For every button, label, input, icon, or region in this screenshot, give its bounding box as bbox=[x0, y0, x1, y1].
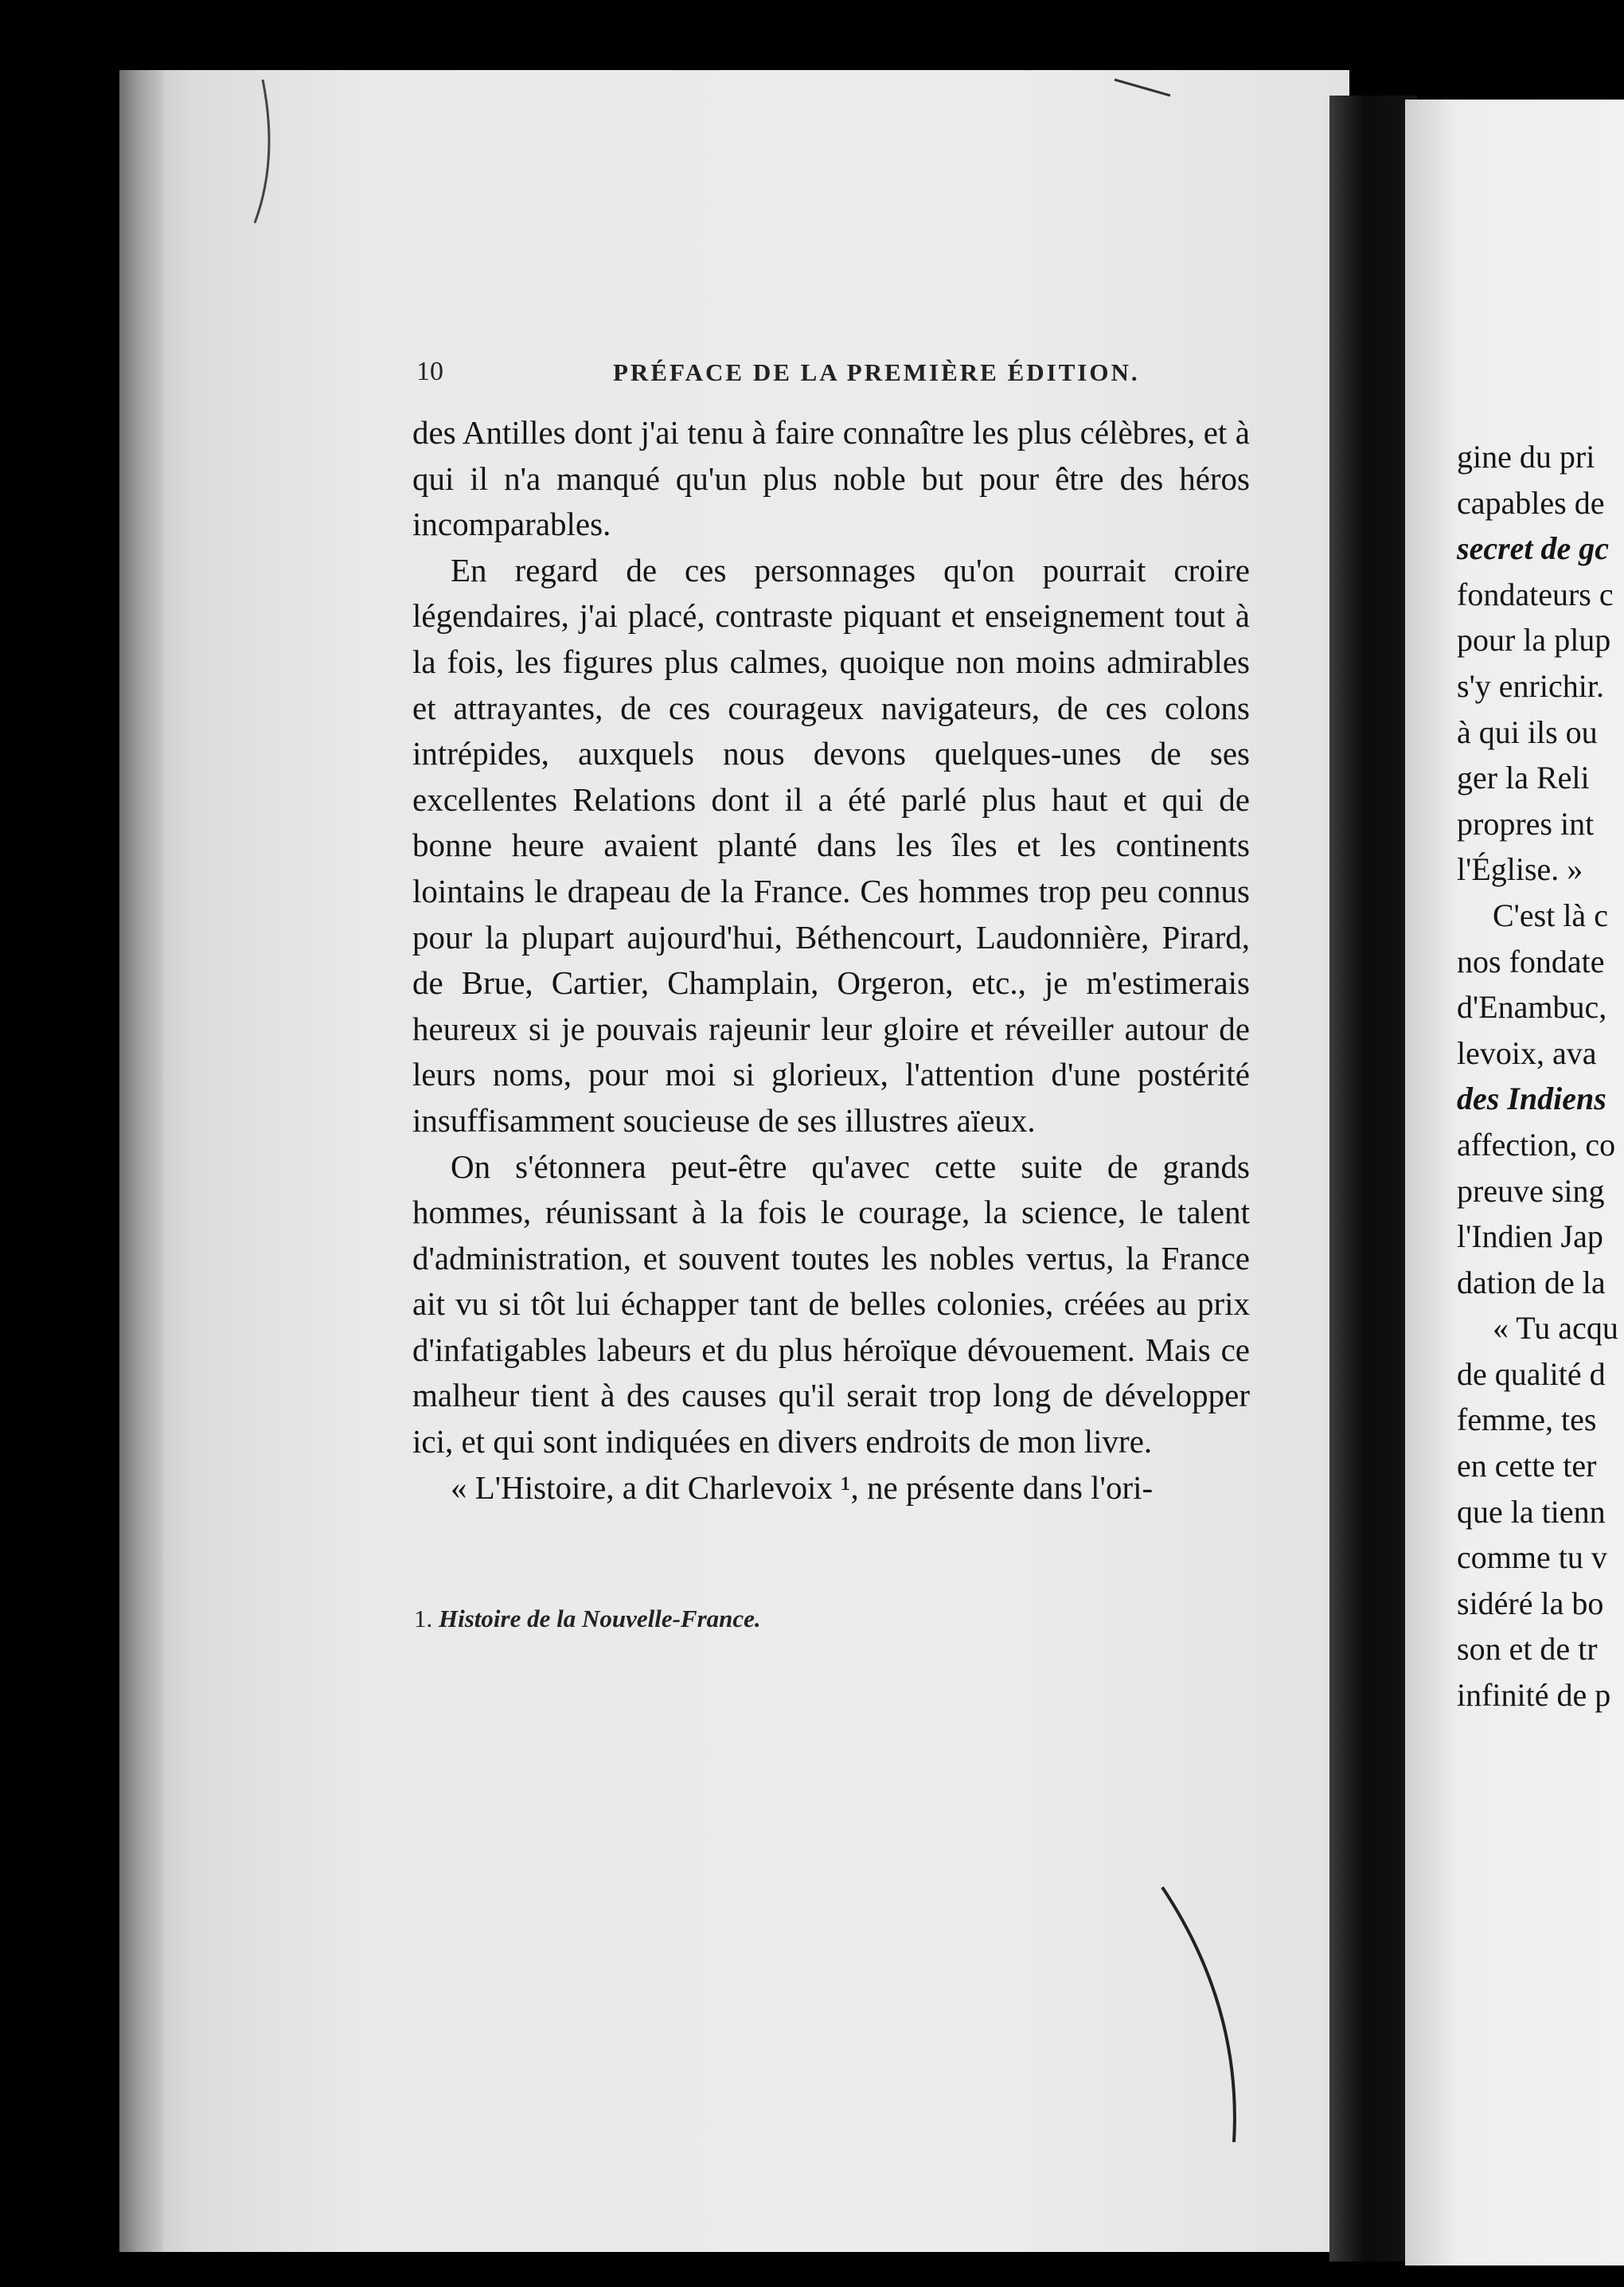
right-line: que la tienn bbox=[1457, 1493, 1606, 1530]
book-gutter bbox=[1329, 96, 1417, 2262]
running-title: PRÉFACE DE LA PREMIÈRE ÉDITION. bbox=[613, 358, 1140, 386]
right-line: levoix, ava bbox=[1457, 1034, 1597, 1071]
right-line: preuve sing bbox=[1457, 1172, 1605, 1209]
right-line: d'Enambuc, bbox=[1457, 989, 1607, 1026]
right-line: propres int bbox=[1457, 805, 1595, 842]
right-line: fondateurs c bbox=[1457, 576, 1614, 612]
right-line: l'Église. » bbox=[1457, 851, 1583, 888]
right-line: nos fondate bbox=[1457, 943, 1605, 979]
right-line: s'y enrichir. bbox=[1457, 667, 1604, 704]
footnote-marker: 1. bbox=[414, 1605, 433, 1632]
right-line: gine du pri bbox=[1457, 439, 1595, 475]
right-line: de qualité d bbox=[1457, 1355, 1606, 1392]
right-line: à qui ils ou bbox=[1457, 713, 1598, 750]
right-line: sidéré la bo bbox=[1457, 1585, 1604, 1621]
right-line: C'est là c bbox=[1493, 897, 1608, 933]
page-number: 10 bbox=[416, 357, 443, 386]
right-line: ger la Reli bbox=[1457, 760, 1590, 796]
paragraph-1: des Antilles dont j'ai tenu à faire connaître les plus célèbres, et à qui il n'a manqué qu'un plus noble but pour être des héros incomparables. bbox=[412, 414, 1250, 543]
right-line: l'Indien Jap bbox=[1457, 1218, 1603, 1255]
right-line: des Indiens bbox=[1457, 1081, 1606, 1117]
right-page-text bbox=[1457, 434, 1624, 1718]
main-text bbox=[412, 410, 1250, 1511]
right-line: infinité de p bbox=[1457, 1677, 1611, 1714]
paragraph-3: On s'étonnera peut-être qu'avec cette suite de grands hommes, réunissant à la fois le courage, la science, le talent d'administration, et souvent toutes les nobles vertus, la France ait vu si tôt lui échapper tant de belles colonies, créées au prix d'infatigables labeurs et du plus héroïque dévouement. Mais ce malheur tient à des causes qu'il serait trop long de développer ici, et qui sont indiquées en divers endroits de mon livre. bbox=[412, 1147, 1250, 1460]
right-line: pour la plup bbox=[1457, 622, 1611, 659]
right-line: en cette ter bbox=[1457, 1448, 1597, 1484]
left-page-edge bbox=[119, 70, 163, 2252]
paragraph-4: « L'Histoire, a dit Charlevoix ¹, ne présente dans l'ori- bbox=[451, 1468, 1154, 1506]
right-line: femme, tes bbox=[1457, 1402, 1597, 1438]
right-line: dation de la bbox=[1457, 1264, 1606, 1300]
footnote-text: Histoire de la Nouvelle-France. bbox=[439, 1605, 761, 1632]
right-line: son et de tr bbox=[1457, 1631, 1598, 1667]
right-line: affection, co bbox=[1457, 1126, 1616, 1163]
right-line: secret de gc bbox=[1457, 530, 1610, 567]
right-line: capables de bbox=[1457, 484, 1605, 521]
footnote bbox=[414, 1605, 761, 1633]
right-line: « Tu acqu bbox=[1493, 1310, 1618, 1347]
right-line: comme tu v bbox=[1457, 1539, 1607, 1576]
paragraph-2: En regard de ces personnages qu'on pourrait croire légendaires, j'ai placé, contraste piquant et enseignement tout à la fois, les figures plus calmes, quoique non moins admirables et attrayantes, de ces courageux navigateurs, de ces colons intrépides, auxquels nous devons quelques-unes de ses excellentes Relations dont il a été parlé plus haut et qui de bonne heure avaient planté dans les îles et les continents lointains le drapeau de la France. Ces hommes trop peu connus pour la plupart aujourd'hui, Béthencourt, Laudonnière, Pirard, de Brue, Cartier, Champlain, Orgeron, etc., je m'estimerais heureux si je pouvais rajeunir leur gloire et réveiller autour de leurs noms, pour moi si glorieux, l'attention d'une postérité insuffisamment soucieuse de ses illustres aïeux. bbox=[412, 551, 1250, 1139]
